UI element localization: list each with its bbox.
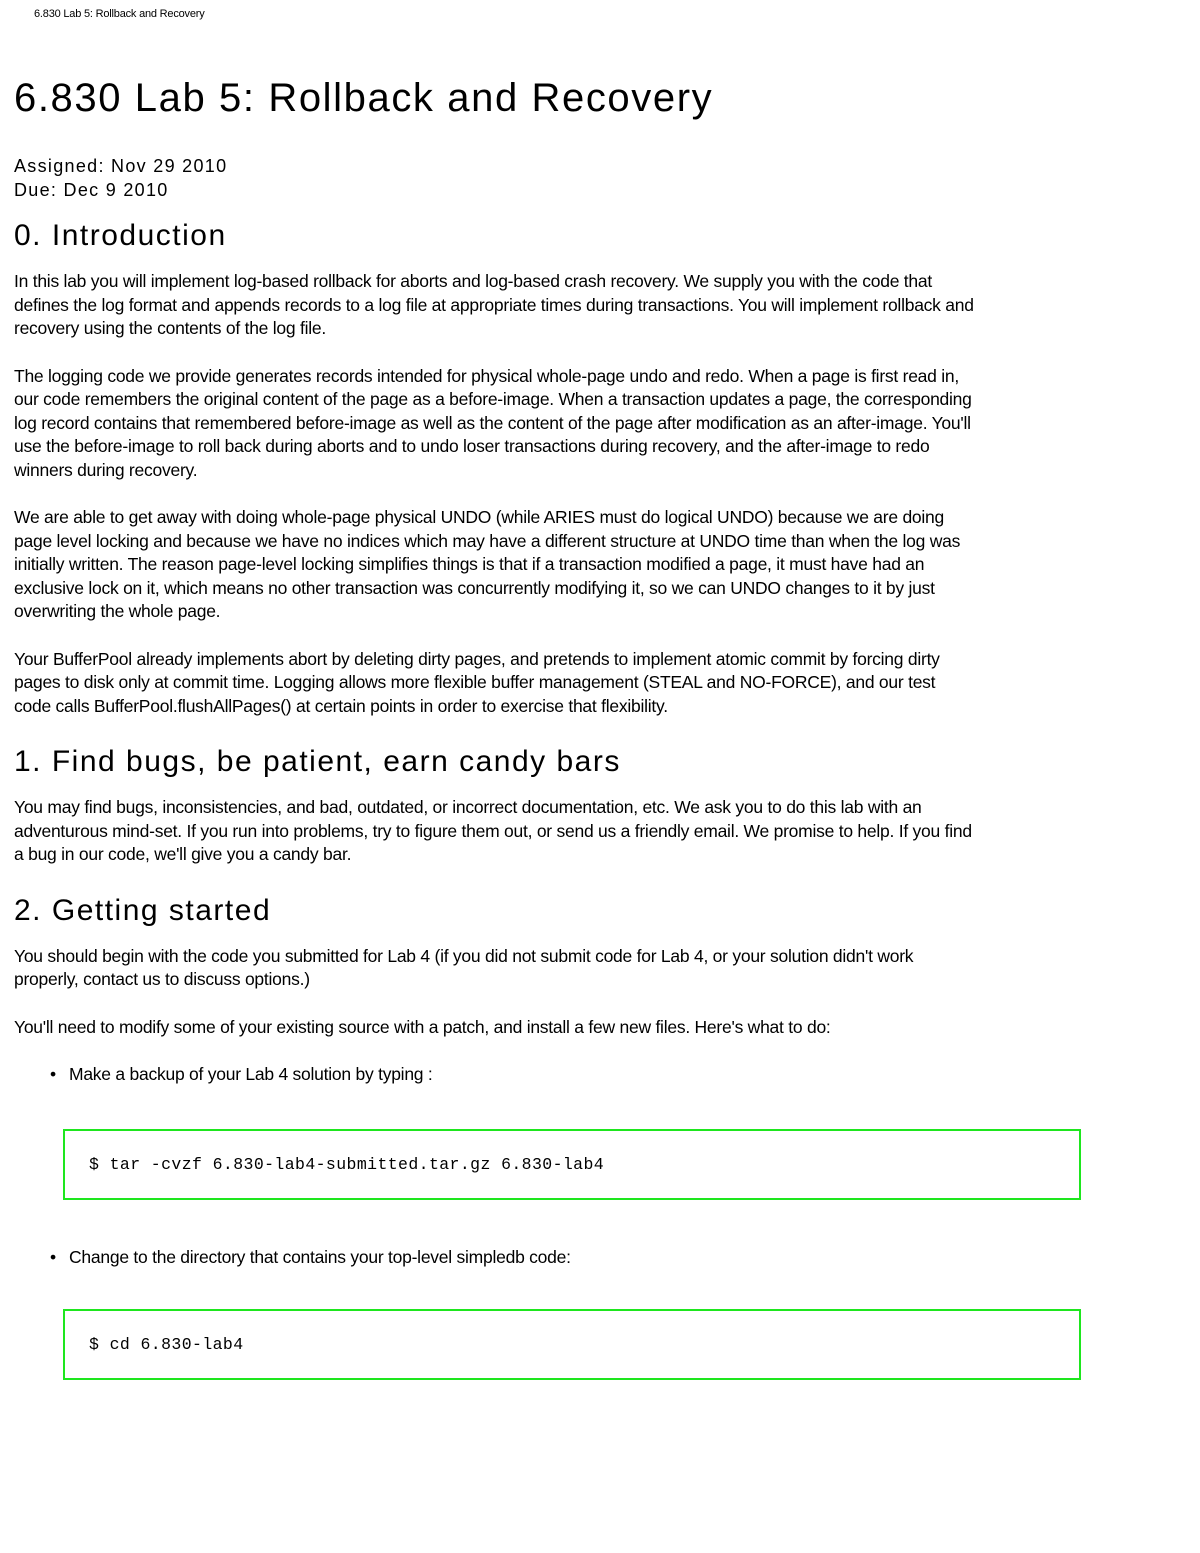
getting-started-paragraph: You'll need to modify some of your existing source with a patch, and install a few new files. Here's what to do:: [14, 1016, 831, 1037]
shell-command[interactable]: $ cd 6.830-lab4: [89, 1335, 244, 1354]
code-block[interactable]: [63, 1129, 1081, 1200]
due-date: Due: Dec 9 2010: [14, 180, 169, 200]
intro-paragraph: In this lab you will implement log-based rollback for aborts and log-based crash recovery. We supply you with the code that defines the log format and appends records to a log file at appropriate times during transactions. You will implement rollback and recovery using the contents of the log file.: [14, 271, 974, 338]
assigned-date: Assigned: Nov 29 2010: [14, 156, 228, 176]
bullet-icon: •: [50, 1064, 57, 1084]
step-text: Make a backup of your Lab 4 solution by typing :: [69, 1064, 433, 1084]
date-block: [14, 154, 974, 202]
step-text: Change to the directory that contains your top-level simpledb code:: [69, 1246, 571, 1267]
bullet-icon: •: [50, 1246, 57, 1267]
getting-started-paragraph: You should begin with the code you submitted for Lab 4 (if you did not submit code for Lab 4, or your solution didn't work properly, contact us to discuss options.): [14, 945, 914, 989]
list-item: [14, 1246, 974, 1270]
intro-paragraph: The logging code we provide generates records intended for physical whole-page undo and redo. When a page is first read in, our code remembers the original content of the page as a before-image. When a transaction updates a page, the corresponding log record contains that remembered before-image as well as the content of the page after modification as an after-image. You'll use the before-image to roll back during aborts and to undo loser transactions during recovery, and the after-image to redo winners during recovery.: [14, 365, 972, 480]
setup-steps-list: [14, 1063, 974, 1087]
intro-paragraph: We are able to get away with doing whole-page physical UNDO (while ARIES must do logical UNDO) because we are doing page level locking and because we have no indices which may have a different structure at UNDO time than when the log was initially written. The reason page-level locking simplifies things is that if a transaction modified a page, it must have had an exclusive lock on it, which means no other transaction was concurrently modifying it, so we can UNDO changes to it by just overwriting the whole page.: [14, 507, 961, 621]
bugs-paragraph: You may find bugs, inconsistencies, and bad, outdated, or incorrect documentation, etc. We ask you to do this lab with an adventurous mind-set. If you run into problems, try to figure them out, or send us a friendly email. We promise to help. If you find a bug in our code, we'll give you a candy bar.: [14, 797, 972, 864]
section-heading-getting-started: 2. Getting started: [14, 893, 272, 927]
setup-steps-list: [14, 1246, 974, 1270]
page-title: 6.830 Lab 5: Rollback and Recovery: [14, 76, 714, 120]
running-header: 6.830 Lab 5: Rollback and Recovery: [34, 8, 205, 20]
code-block[interactable]: [63, 1309, 1081, 1380]
shell-command[interactable]: $ tar -cvzf 6.830-lab4-submitted.tar.gz 6.830-lab4: [89, 1154, 605, 1174]
section-heading-find-bugs: 1. Find bugs, be patient, earn candy bars: [14, 745, 621, 778]
document-body: [14, 70, 974, 1380]
section-heading-introduction: 0. Introduction: [14, 219, 227, 252]
intro-paragraph: Your BufferPool already implements abort by deleting dirty pages, and pretends to implement atomic commit by forcing dirty pages to disk only at commit time. Logging allows more flexible buffer management (STEAL and NO-FORCE), and our test code calls BufferPool.flushAllPages() at certain points in order to exercise that flexibility.: [14, 648, 940, 716]
list-item: [14, 1063, 974, 1087]
